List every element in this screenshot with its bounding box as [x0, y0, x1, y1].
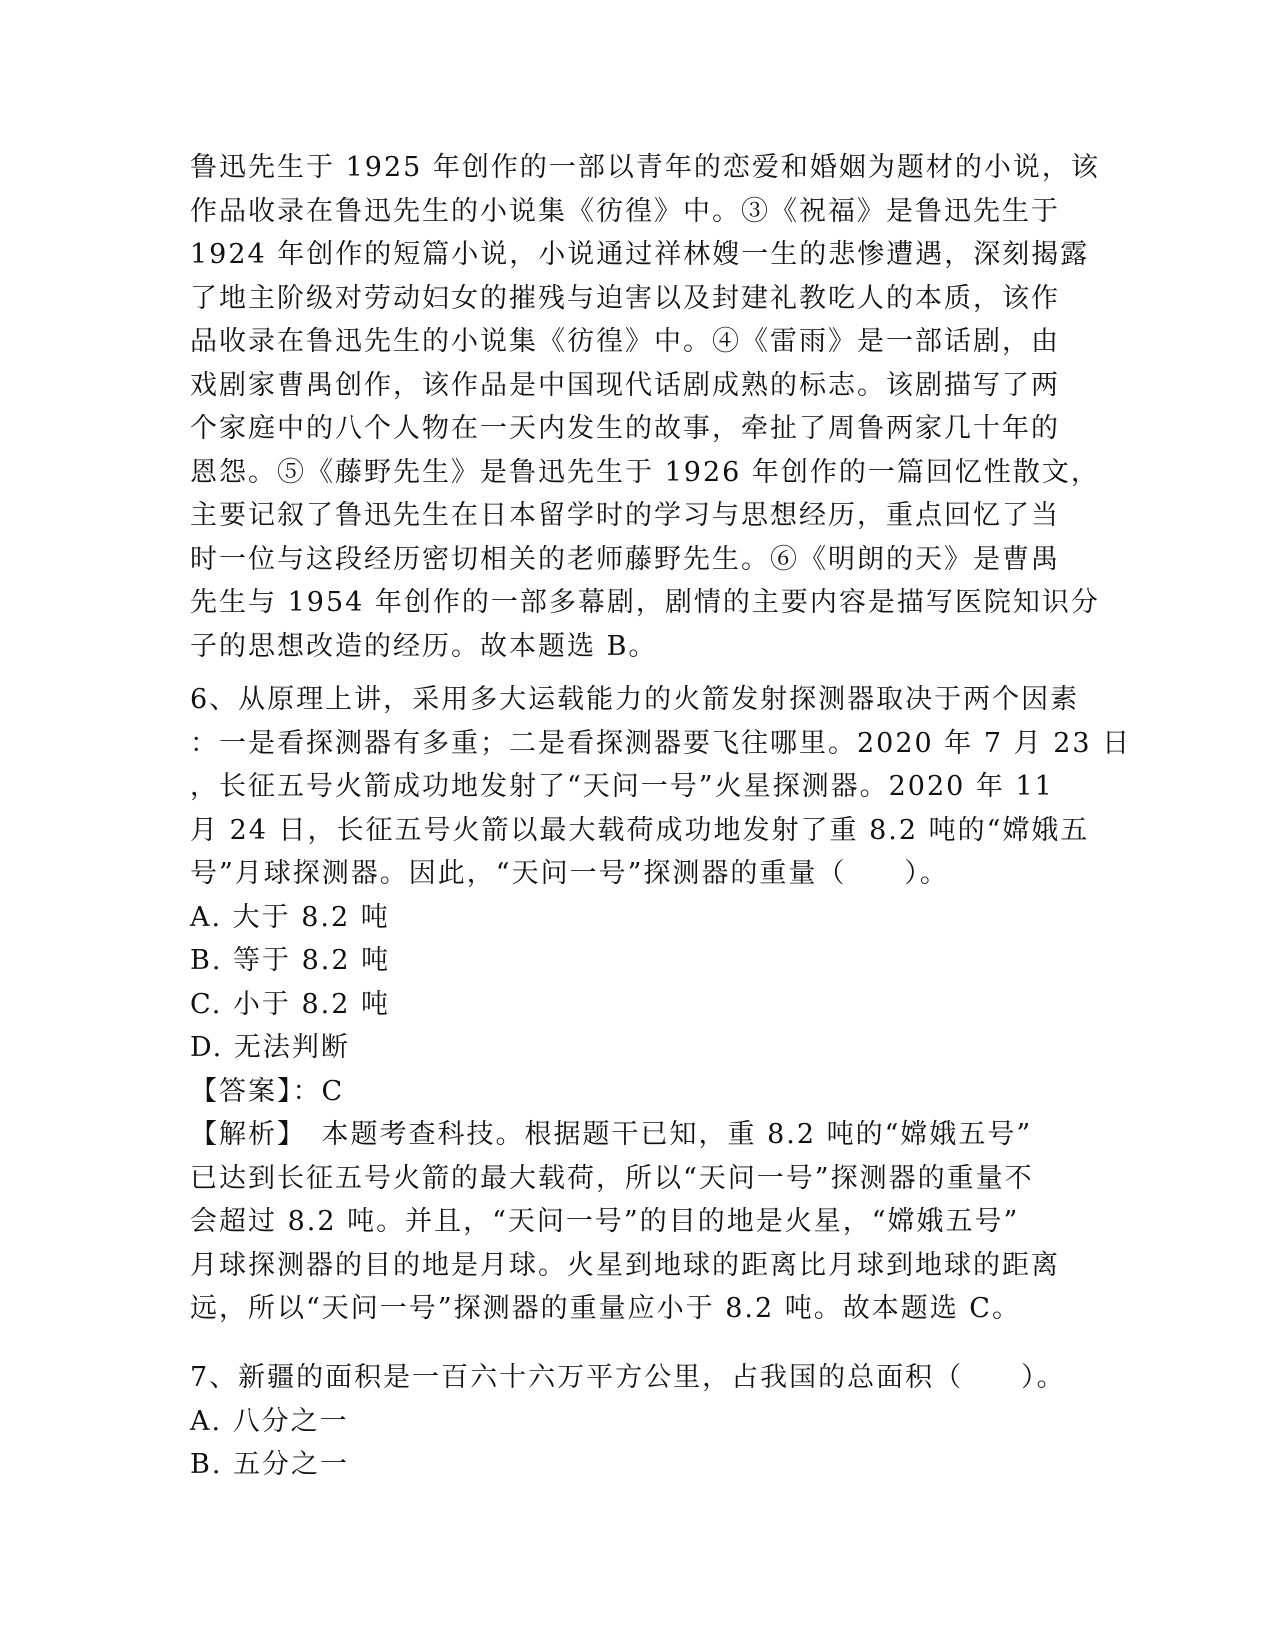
explanation-line: 先生与 1954 年创作的一部多幕剧，剧情的主要内容是描写医院知识分: [190, 587, 1100, 618]
explanation-line: 个家庭中的八个人物在一天内发生的故事，牵扯了周鲁两家几十年的: [190, 413, 1060, 444]
option-a: A. 大于 8.2 吨: [190, 901, 390, 933]
option-c: C. 小于 8.2 吨: [190, 988, 390, 1020]
explanation-line: 了地主阶级对劳动妇女的摧残与迫害以及封建礼教吃人的本质，该作: [190, 282, 1060, 314]
question-6-stem: [190, 678, 1132, 896]
option-b: B. 等于 8.2 吨: [190, 945, 391, 976]
analysis-line: 远，所以“天问一号”探测器的重量应小于 8.2 吨。故本题选 C。: [190, 1293, 1021, 1324]
explanation-line: 恩怨。⑤《藤野先生》是鲁迅先生于 1926 年创作的一篇回忆性散文，: [190, 456, 1100, 488]
analysis-line: 【解析】 本题考查科技。根据题干已知，重 8.2 吨的“嫦娥五号”: [190, 1119, 1033, 1150]
question-7: [190, 1356, 1090, 1487]
question-stem-line: ，长征五号火箭成功地发射了“天问一号”火星探测器。2020 年 11: [190, 771, 1054, 802]
question-7-stem: 7、新疆的面积是一百六十六万平方公里，占我国的总面积（ ）。: [190, 1362, 1066, 1393]
option-a: A. 八分之一: [190, 1405, 349, 1437]
explanation-line: 品收录在鲁迅先生的小说集《彷徨》中。④《雷雨》是一部话剧，由: [190, 326, 1060, 357]
explanation-line: 子的思想改造的经历。故本题选 B。: [190, 630, 658, 662]
analysis-line: 会超过 8.2 吨。并且，“天问一号”的目的地是火星，“嫦娥五号”: [190, 1206, 1020, 1237]
explanation-line: 时一位与这段经历密切相关的老师藤野先生。⑥《明朗的天》是曹禺: [190, 543, 1060, 575]
explanation-line: 鲁迅先生于 1925 年创作的一部以青年的恋爱和婚姻为题材的小说，该: [190, 152, 1100, 183]
explanation-line: 主要记叙了鲁迅先生在日本留学时的学习与思想经历，重点回忆了当: [190, 500, 1060, 531]
question-stem-line: 号”月球探测器。因此，“天问一号”探测器的重量（ ）。: [190, 858, 949, 889]
question-6-analysis: [190, 1113, 1090, 1331]
analysis-line: 已达到长征五号火箭的最大载荷，所以“天问一号”探测器的重量不: [190, 1162, 1034, 1194]
analysis-line: 月球探测器的目的地是月球。火星到地球的距离比月球到地球的距离: [190, 1249, 1060, 1281]
explanation-line: 戏剧家曹禺创作，该作品是中国现代话剧成熟的标志。该剧描写了两: [190, 369, 1060, 401]
option-d: D. 无法判断: [190, 1032, 350, 1063]
question-stem-line: 6、从原理上讲，采用多大运载能力的火箭发射探测器取决于两个因素: [190, 684, 1080, 715]
previous-question-explanation: [190, 146, 1100, 668]
option-b: B. 五分之一: [190, 1449, 350, 1480]
explanation-line: 1924 年创作的短篇小说，小说通过祥林嫂一生的悲惨遭遇，深刻揭露: [190, 239, 1090, 270]
question-stem-line: ：一是看探测器有多重；二是看探测器要飞往哪里。2020 年 7 月 23 日: [190, 727, 1132, 759]
answer-label: 【答案】：C: [190, 1075, 345, 1107]
explanation-line: 作品收录在鲁迅先生的小说集《彷徨》中。③《祝福》是鲁迅先生于: [190, 195, 1060, 227]
question-stem-line: 月 24 日，长征五号火箭以最大载荷成功地发射了重 8.2 吨的“嫦娥五: [190, 814, 1090, 846]
question-6-options: [190, 896, 1090, 1070]
question-6: [190, 678, 1132, 1331]
